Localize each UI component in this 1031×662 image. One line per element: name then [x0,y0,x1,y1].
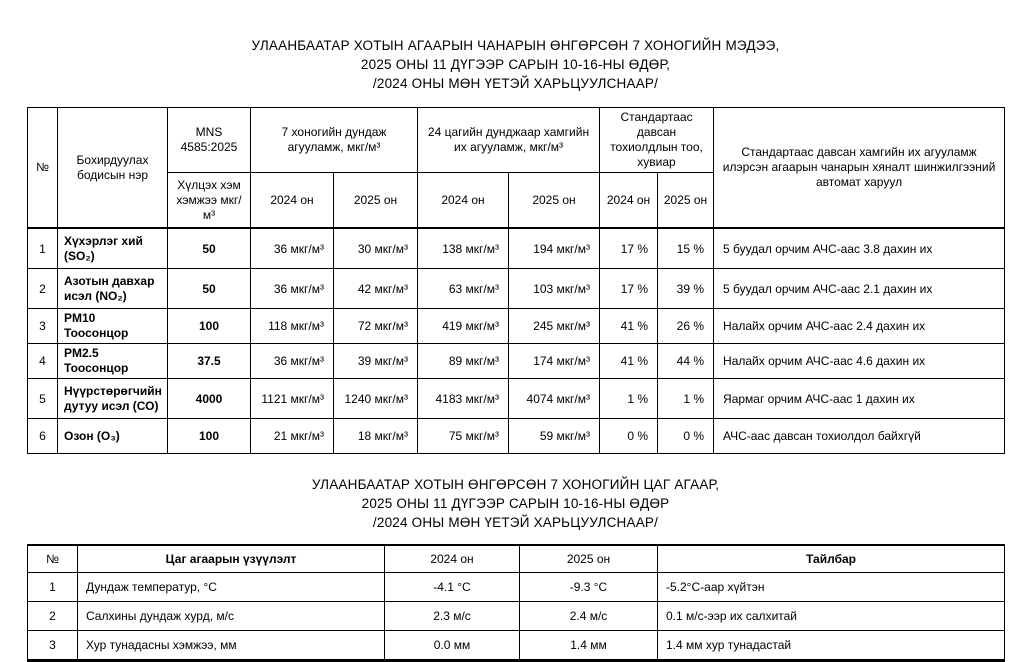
header-no: № [28,545,78,573]
pollutant-name: Азотын давхар исэл (NO₂) [58,269,168,309]
header-exceed-2024: 2024 он [600,173,658,229]
header-standard: MNS 4585:2025 [168,108,251,173]
row-number: 4 [28,344,58,379]
exceed-2024-value: 17 % [600,269,658,309]
max24-2024-value: 4183 мкг/м³ [418,379,509,419]
row-number: 1 [28,228,58,269]
limit-value: 100 [168,309,251,344]
max24-2025-value: 103 мкг/м³ [509,269,600,309]
row-number: 5 [28,379,58,419]
exceed-2024-value: 41 % [600,309,658,344]
avg7-2024-value: 36 мкг/м³ [251,228,334,269]
value-2024: -4.1 °С [385,573,520,602]
exceed-2024-value: 41 % [600,344,658,379]
weather-table-row [28,602,1005,631]
header-avg7-2024: 2024 он [251,173,334,229]
value-2025: 2.4 м/с [520,602,658,631]
air-quality-table [27,107,1005,454]
station-remark: Налайх орчим АЧС-аас 4.6 дахин их [714,344,1005,379]
air-table-row [28,228,1005,269]
max24-2025-value: 174 мкг/м³ [509,344,600,379]
air-table-row [28,344,1005,379]
limit-value: 50 [168,269,251,309]
header-max24-2024: 2024 он [418,173,509,229]
weather-table-header-row [28,545,1005,573]
header-daily-max: 24 цагийн дунджаар хамгийн их агууламж, мкг/м³ [418,108,600,173]
row-number: 2 [28,602,78,631]
max24-2025-value: 59 мкг/м³ [509,419,600,454]
air-table-row [28,419,1005,454]
indicator-name: Салхины дундаж хурд, м/с [78,602,385,631]
header-no: № [28,108,58,229]
value-2025: -9.3 °С [520,573,658,602]
max24-2024-value: 75 мкг/м³ [418,419,509,454]
pollutant-name: PM2.5 Тоосонцор [58,344,168,379]
avg7-2025-value: 30 мкг/м³ [334,228,418,269]
weather-table-row [28,631,1005,661]
air-report-title [0,0,1031,93]
header-max24-2025: 2025 он [509,173,600,229]
exceed-2025-value: 44 % [658,344,714,379]
remark-text: -5.2°С-аар хүйтэн [658,573,1005,602]
station-remark: АЧС-аас давсан тохиолдол байхгүй [714,419,1005,454]
value-2024: 2.3 м/с [385,602,520,631]
weather-report-title-line-2: 2025 ОНЫ 11 ДҮГЭЭР САРЫН 10-16-НЫ ӨДӨР [361,496,670,511]
exceed-2025-value: 1 % [658,379,714,419]
max24-2024-value: 419 мкг/м³ [418,309,509,344]
avg7-2024-value: 1121 мкг/м³ [251,379,334,419]
weather-report-title [0,454,1031,532]
pollutant-name: Нүүрстөрөгчийн дутуу исэл (СО) [58,379,168,419]
avg7-2025-value: 18 мкг/м³ [334,419,418,454]
pollutant-name: Озон (О₃) [58,419,168,454]
max24-2025-value: 194 мкг/м³ [509,228,600,269]
exceed-2025-value: 0 % [658,419,714,454]
header-exceedance: Стандартаас давсан тохиолдлын тоо, хувиар [600,108,714,173]
row-number: 3 [28,631,78,661]
station-remark: Яармаг орчим АЧС-аас 1 дахин их [714,379,1005,419]
air-table-header-row-top [28,108,1005,173]
limit-value: 4000 [168,379,251,419]
exceed-2025-value: 26 % [658,309,714,344]
air-report-title-line-2: 2025 ОНЫ 11 ДҮГЭЭР САРЫН 10-16-НЫ ӨДӨР, [360,57,671,72]
exceed-2024-value: 17 % [600,228,658,269]
remark-text: 0.1 м/с-ээр их салхитай [658,602,1005,631]
max24-2024-value: 138 мкг/м³ [418,228,509,269]
remark-text: 1.4 мм хур тунадастай [658,631,1005,661]
avg7-2024-value: 118 мкг/м³ [251,309,334,344]
air-report-title-line-3: /2024 ОНЫ МӨН ҮЕТЭЙ ХАРЬЦУУЛСНААР/ [372,76,659,91]
exceed-2024-value: 0 % [600,419,658,454]
weather-table-row [28,573,1005,602]
weather-report-title-line-1: УЛААНБААТАР ХОТЫН ӨНГӨРСӨН 7 ХОНОГИЙН ЦАГ АГААР, [311,477,720,492]
air-table-row [28,379,1005,419]
header-pollutant-name: Бохирдуулах бодисын нэр [58,108,168,229]
limit-value: 50 [168,228,251,269]
max24-2025-value: 245 мкг/м³ [509,309,600,344]
value-2024: 0.0 мм [385,631,520,661]
avg7-2025-value: 72 мкг/м³ [334,309,418,344]
header-standard-limit: Хүлцэх хэм хэмжээ мкг/м³ [168,173,251,229]
max24-2025-value: 4074 мкг/м³ [509,379,600,419]
row-number: 2 [28,269,58,309]
pollutant-name: Хүхэрлэг хий (SO₂) [58,228,168,269]
header-2025: 2025 он [520,545,658,573]
row-number: 3 [28,309,58,344]
header-remark: Тайлбар [658,545,1005,573]
avg7-2025-value: 1240 мкг/м³ [334,379,418,419]
header-avg7-2025: 2025 он [334,173,418,229]
limit-value: 37.5 [168,344,251,379]
weather-report-title-line-3: /2024 ОНЫ МӨН ҮЕТЭЙ ХАРЬЦУУЛСНААР/ [372,515,659,530]
indicator-name: Дундаж температур, °С [78,573,385,602]
max24-2024-value: 89 мкг/м³ [418,344,509,379]
avg7-2024-value: 21 мкг/м³ [251,419,334,454]
avg7-2024-value: 36 мкг/м³ [251,344,334,379]
station-remark: 5 буудал орчим АЧС-аас 2.1 дахин их [714,269,1005,309]
indicator-name: Хур тунадасны хэмжээ, мм [78,631,385,661]
exceed-2024-value: 1 % [600,379,658,419]
pollutant-name: PM10 Тоосонцор [58,309,168,344]
exceed-2025-value: 39 % [658,269,714,309]
row-number: 1 [28,573,78,602]
air-table-row [28,269,1005,309]
avg7-2025-value: 39 мкг/м³ [334,344,418,379]
station-remark: 5 буудал орчим АЧС-аас 3.8 дахин их [714,228,1005,269]
header-exceed-2025: 2025 он [658,173,714,229]
air-report-title-line-1: УЛААНБААТАР ХОТЫН АГААРЫН ЧАНАРЫН ӨНГӨРСӨН 7 ХОНОГИЙН МЭДЭЭ, [251,38,780,53]
weather-table [27,544,1005,662]
limit-value: 100 [168,419,251,454]
avg7-2025-value: 42 мкг/м³ [334,269,418,309]
row-number: 6 [28,419,58,454]
air-table-row [28,309,1005,344]
header-weekly-average: 7 хоногийн дундаж агууламж, мкг/м³ [251,108,418,173]
max24-2024-value: 63 мкг/м³ [418,269,509,309]
value-2025: 1.4 мм [520,631,658,661]
header-station: Стандартаас давсан хамгийн их агууламж илэрсэн агаарын чанарын хяналт шинжилгээний автомат харуул [714,108,1005,229]
header-2024: 2024 он [385,545,520,573]
header-indicator: Цаг агаарын үзүүлэлт [78,545,385,573]
exceed-2025-value: 15 % [658,228,714,269]
station-remark: Налайх орчим АЧС-аас 2.4 дахин их [714,309,1005,344]
avg7-2024-value: 36 мкг/м³ [251,269,334,309]
